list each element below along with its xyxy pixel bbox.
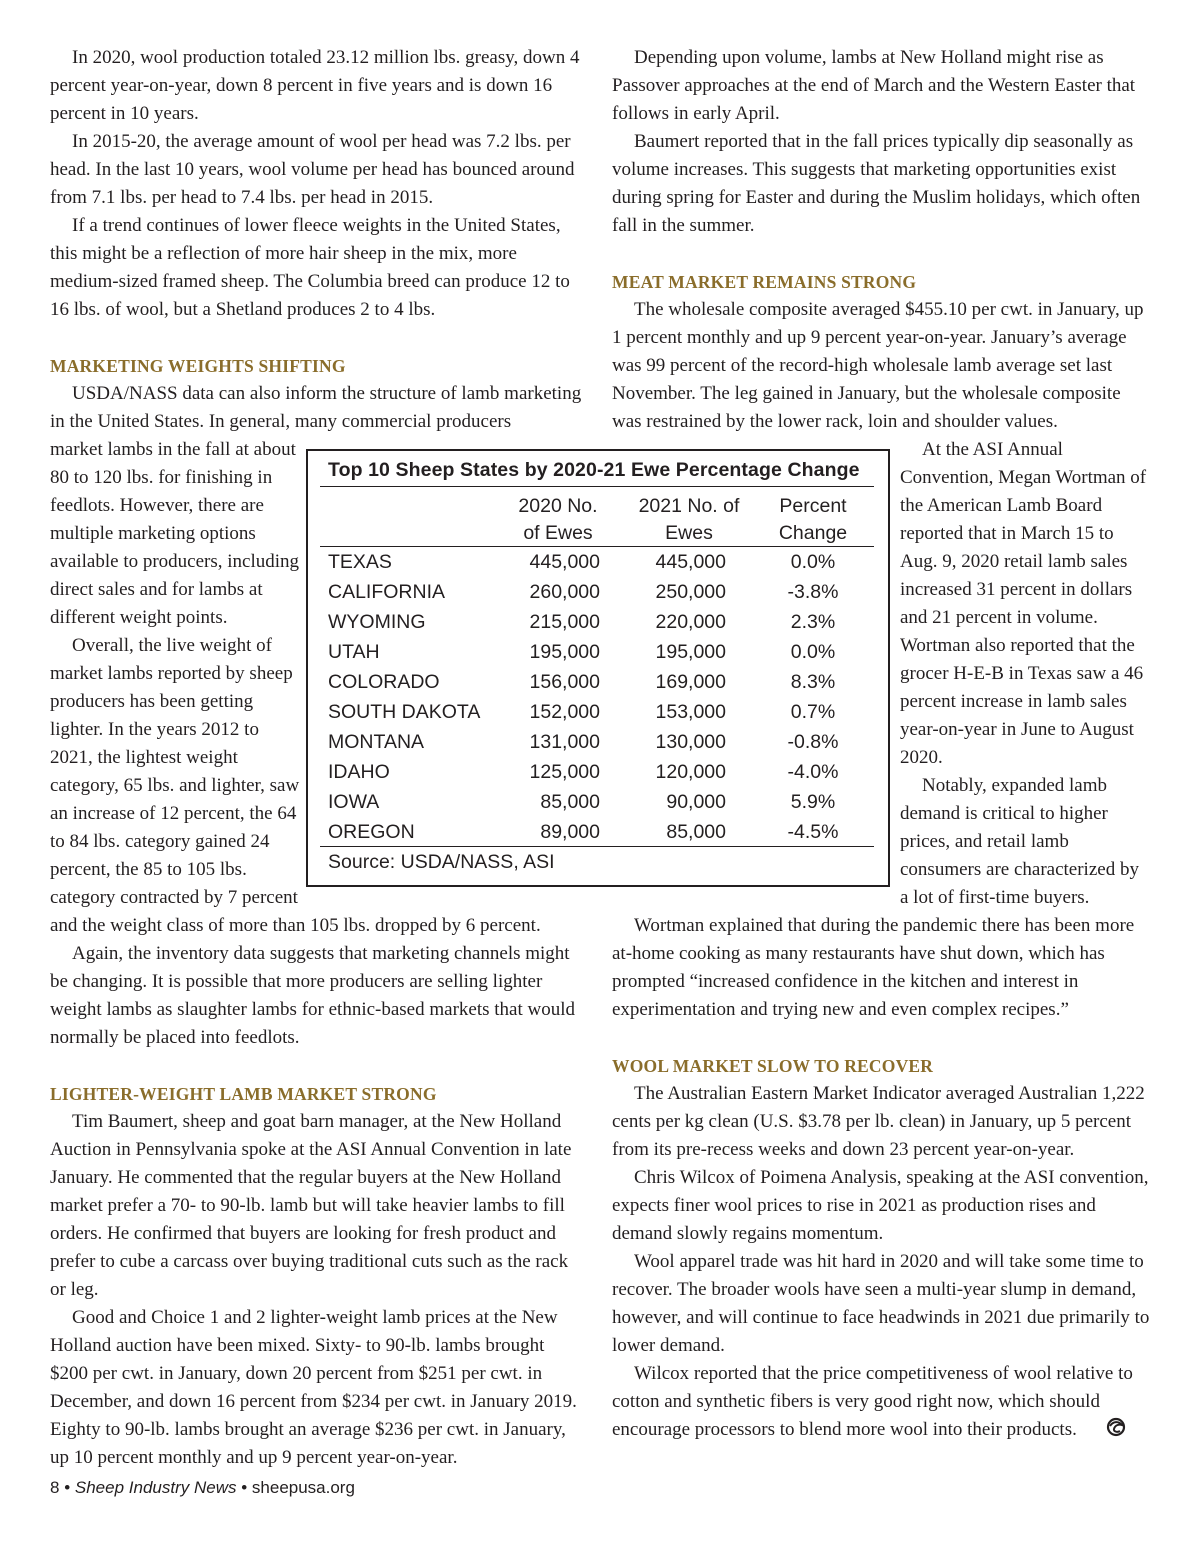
footer-bullet: • — [64, 1478, 71, 1497]
paragraph-wrapped: Notably, expanded lamb demand is critical to higher prices, and retail lamb consumers are characterized by a lot of first-time buyers. — [900, 775, 1139, 908]
paragraph: Depending upon volume, lambs at New Holland might rise as Passover approaches at the end of March and the Western Easter that follows in early April. — [612, 47, 1136, 124]
table-title: Top 10 Sheep States by 2020-21 Ewe Percentage Change — [328, 459, 860, 481]
header-line: of Ewes — [523, 522, 593, 544]
paragraph-wrapped: Overall, the live weight of market lambs reported by sheep producers has been getting lighter. In the years 2012 to 2021, the lightest weight category, 65 lbs. and lighter, saw an increase of 12 percent, the 64 to 84 lbs. category gained 24 percent, the 85 to 105 lbs. category contracted by 7 percent — [50, 635, 300, 908]
percent-change-cell: -3.8% — [787, 581, 839, 603]
percent-change-cell: 5.9% — [790, 791, 836, 813]
footer-bullet: • — [241, 1478, 248, 1497]
col-header-2021 — [626, 493, 752, 547]
page-number: 8 — [50, 1478, 60, 1497]
ewe-change-table — [306, 449, 890, 887]
state-cell: CALIFORNIA — [328, 581, 446, 603]
col-header-2020 — [508, 493, 608, 547]
state-cell: MONTANA — [328, 731, 425, 753]
percent-change-cell: 0.7% — [790, 701, 836, 723]
page-footer — [50, 1478, 355, 1498]
state-cell: IOWA — [328, 791, 380, 813]
paragraph: If a trend continues of lower fleece weights in the United States, this might be a reflection of more hair sheep in the mix, more medium-sized framed sheep. The Columbia breed can produce 12 to 16 lbs. of wool, but a Shetland produces 2 to 4 lbs. — [50, 215, 570, 320]
paragraph: In 2020, wool production totaled 23.12 million lbs. greasy, down 4 percent year-on-year, down 8 percent in five years and is down 16 percent in 10 years. — [50, 47, 580, 124]
ewes-2021-cell: 90,000 — [666, 791, 726, 813]
paragraph-wrapped: market lambs in the fall at about 80 to 120 lbs. for finishing in feedlots. However, there are multiple marketing options available to producers, including direct sales and for lambs at different weight points. — [50, 439, 300, 628]
paragraph: Good and Choice 1 and 2 lighter-weight lamb prices at the New Holland auction have been mixed. Sixty- to 90-lb. lambs brought $200 per cwt. in January, down 20 percent from $251 per cwt. in December, and down 16 percent from $234 per cwt. in January 2019. Eighty to 90-lb. lambs brought an average $236 per cwt. in January, up 10 percent monthly and up 9 percent year-on-year. — [50, 1307, 577, 1468]
percent-change-cell: 0.0% — [790, 641, 836, 663]
ewes-2020-cell: 445,000 — [529, 551, 600, 573]
section-heading-meat-market: MEAT MARKET REMAINS STRONG — [612, 272, 917, 292]
paragraph-text: Wilcox reported that the price competitiveness of wool relative to cotton and synthetic fibers is very good right now, which should encourage processors to blend more wool into their products. — [612, 1363, 1133, 1440]
ewes-2021-cell: 85,000 — [666, 821, 726, 843]
percent-change-cell: 8.3% — [790, 671, 836, 693]
state-cell: WYOMING — [328, 611, 426, 633]
ewes-2021-cell: 220,000 — [655, 611, 726, 633]
paragraph: Wortman explained that during the pandemic there has been more at-home cooking as many restaurants have shut down, which has prompted “increased confidence in the kitchen and interest in experimentation and trying new and even complex recipes.” — [612, 915, 1135, 1020]
paragraph: In 2015-20, the average amount of wool per head was 7.2 lbs. per head. In the last 10 years, wool volume per head has bounced around from 7.1 lbs. per head to 7.4 lbs. per head in 2015. — [50, 131, 575, 208]
ewes-2021-cell: 250,000 — [655, 581, 726, 603]
table-row — [308, 581, 888, 611]
paragraph — [612, 1360, 1152, 1446]
header-line: 2020 No. — [518, 495, 598, 517]
ewes-2021-cell: 153,000 — [655, 701, 726, 723]
table-row — [308, 551, 888, 581]
state-cell: TEXAS — [328, 551, 392, 573]
table-row — [308, 761, 888, 791]
paragraph: USDA/NASS data can also inform the structure of lamb marketing in the United States. In general, many commercial producers — [50, 383, 582, 432]
state-cell: IDAHO — [328, 761, 390, 783]
paragraph: Chris Wilcox of Poimena Analysis, speaking at the ASI convention, expects finer wool prices to rise in 2021 as production rises and demand slowly regains momentum. — [612, 1167, 1149, 1244]
table-row — [308, 791, 888, 821]
paragraph: Tim Baumert, sheep and goat barn manager, at the New Holland Auction in Pennsylvania spoke at the ASI Annual Convention in late January. He commented that the regular buyers at the New Holland market prefer a 70- to 90-lb. lamb but will take heavier lambs to fill orders. He confirmed that buyers are looking for fresh product and prefer to cube a carcass over buying traditional cuts such as the rack or leg. — [50, 1111, 572, 1300]
percent-change-cell: -4.0% — [787, 761, 839, 783]
table-rule — [320, 546, 874, 547]
table-row — [308, 731, 888, 761]
ewes-2020-cell: 195,000 — [529, 641, 600, 663]
ewes-2020-cell: 89,000 — [540, 821, 600, 843]
table-row — [308, 701, 888, 731]
table-row — [308, 641, 888, 671]
paragraph: Baumert reported that in the fall prices typically dip seasonally as volume increases. This suggests that marketing opportunities exist during spring for Easter and during the Muslim holidays, which often fall in the summer. — [612, 131, 1141, 236]
state-cell: OREGON — [328, 821, 415, 843]
percent-change-cell: -4.5% — [787, 821, 839, 843]
percent-change-cell: 0.0% — [790, 551, 836, 573]
table-row — [308, 611, 888, 641]
table-row — [308, 671, 888, 701]
publication-name: Sheep Industry News — [74, 1478, 237, 1497]
state-cell: SOUTH DAKOTA — [328, 701, 481, 723]
percent-change-cell: 2.3% — [790, 611, 836, 633]
ewes-2020-cell: 156,000 — [529, 671, 600, 693]
table-rule — [320, 846, 874, 847]
website-link[interactable]: sheepusa.org — [251, 1478, 355, 1497]
table-rule — [320, 486, 874, 487]
ewes-2021-cell: 169,000 — [655, 671, 726, 693]
header-line: Change — [778, 522, 848, 544]
ewes-2021-cell: 130,000 — [655, 731, 726, 753]
ewes-2021-cell: 445,000 — [655, 551, 726, 573]
header-line: 2021 No. of — [638, 495, 740, 517]
paragraph-wrapped: At the ASI Annual Convention, Megan Wortman of the American Lamb Board reported that in March 15 to Aug. 9, 2020 retail lamb sales increased 31 percent in dollars and 21 percent in volume. Wortman also reported that the grocer H-E-B in Texas saw a 46 percent increase in lamb sales year-on-year in June to August 2020. — [900, 439, 1147, 768]
header-line: Percent — [779, 495, 847, 517]
ewes-2020-cell: 152,000 — [529, 701, 600, 723]
ewes-2020-cell: 131,000 — [529, 731, 600, 753]
paragraph: The wholesale composite averaged $455.10 per cwt. in January, up 1 percent monthly and up 9 percent year-on-year. January’s average was 99 percent of the record-high wholesale lamb average set last November. The leg gained in January, but the wholesale composite was restrained by the lower rack, loin and shoulder values. — [612, 299, 1144, 432]
table-source: Source: USDA/NASS, ASI — [328, 851, 555, 873]
col-header-percent — [763, 493, 863, 547]
ewes-2020-cell: 85,000 — [540, 791, 600, 813]
ewes-2021-cell: 120,000 — [655, 761, 726, 783]
paragraph: The Australian Eastern Market Indicator averaged Australian 1,222 cents per kg clean (U.S. $3.78 per lb. clean) in January, up 5 percent from its pre-recess weeks and down 23 percent year-on-year. — [612, 1083, 1145, 1160]
paragraph: Wool apparel trade was hit hard in 2020 and will take some time to recover. The broader wools have seen a multi-year slump in demand, however, and will continue to face headwinds in 2021 due primarily to lower demand. — [612, 1251, 1150, 1356]
ewes-2020-cell: 260,000 — [529, 581, 600, 603]
section-heading-lighter-weight: LIGHTER-WEIGHT LAMB MARKET STRONG — [50, 1084, 437, 1104]
percent-change-cell: -0.8% — [787, 731, 839, 753]
section-heading-marketing-weights: MARKETING WEIGHTS SHIFTING — [50, 356, 346, 376]
paragraph: Again, the inventory data suggests that marketing channels might be changing. It is possible that more producers are selling lighter weight lambs as slaughter lambs for ethnic-based markets that would normally be placed into feedlots. — [50, 943, 576, 1048]
sheep-logo-icon — [1083, 1417, 1127, 1446]
state-cell: COLORADO — [328, 671, 440, 693]
section-heading-wool-market: WOOL MARKET SLOW TO RECOVER — [612, 1056, 934, 1076]
state-cell: UTAH — [328, 641, 380, 663]
paragraph-continuation: and the weight class of more than 105 lbs. dropped by 6 percent. — [50, 915, 541, 936]
ewes-2021-cell: 195,000 — [655, 641, 726, 663]
header-line: Ewes — [665, 522, 713, 544]
ewes-2020-cell: 125,000 — [529, 761, 600, 783]
ewes-2020-cell: 215,000 — [529, 611, 600, 633]
